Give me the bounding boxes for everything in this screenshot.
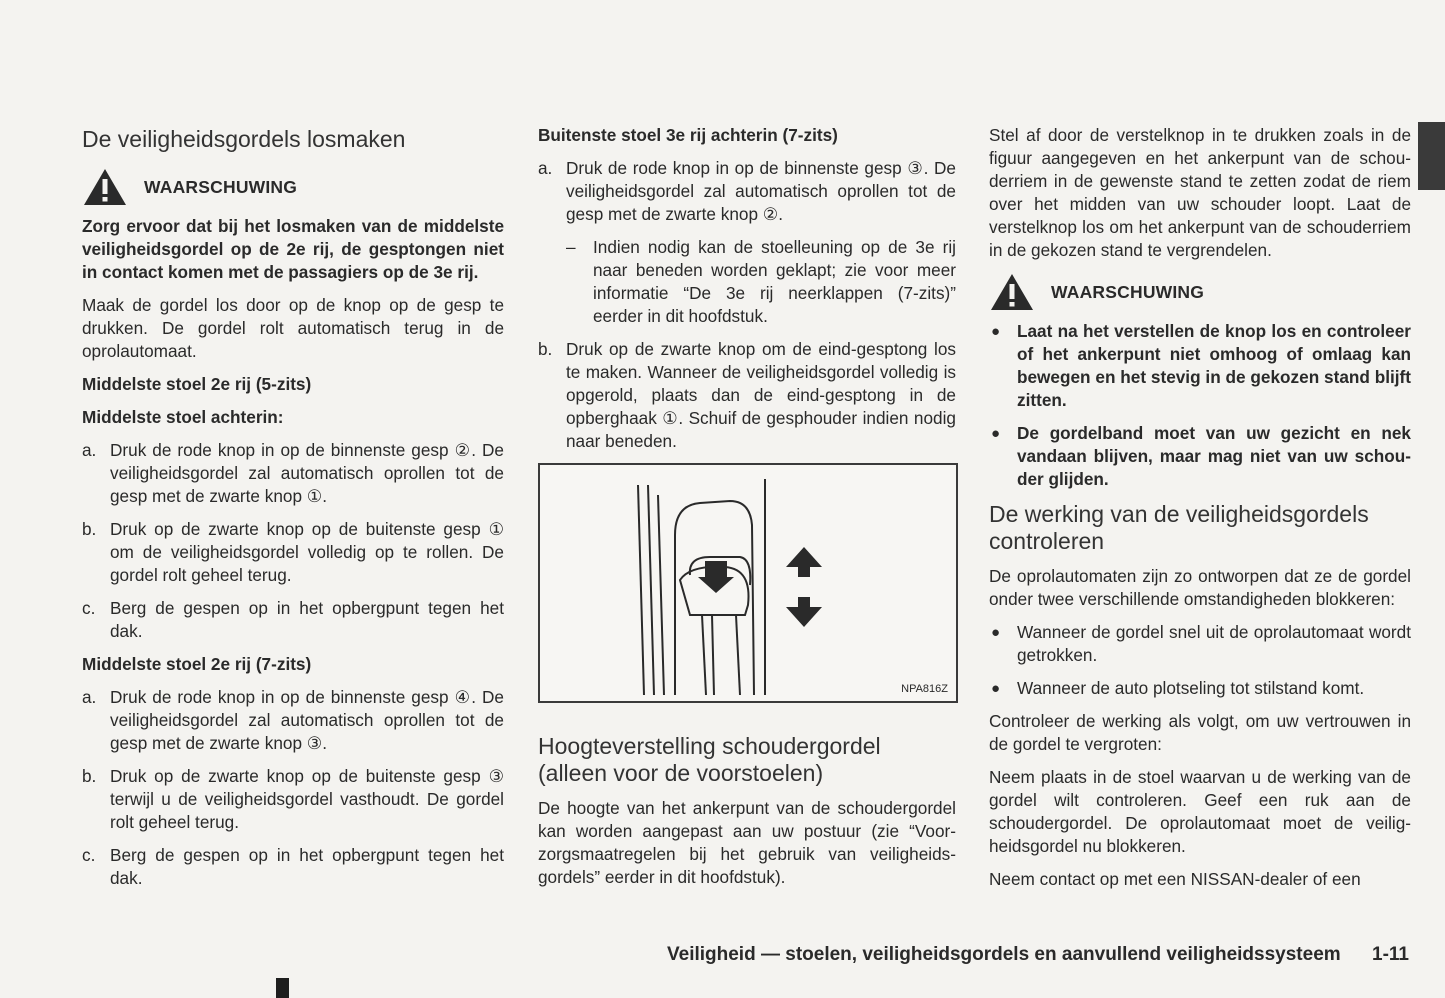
subheading-middle-seat-5: Middelste stoel 2e rij (5-zits)	[82, 374, 312, 394]
shoulder-belt-adjuster-illustration	[540, 465, 956, 701]
chapter-tab	[1418, 122, 1445, 190]
warning-header	[82, 167, 504, 207]
heading-seatbelt-release: De veiligheidsgordels losmaken	[82, 126, 406, 152]
heading-check-seatbelts: De werking van de veiligheidsgordels controleren	[989, 501, 1369, 554]
shoulder-anchor-figure	[538, 463, 958, 703]
warning-label: WAARSCHUWING	[1051, 281, 1205, 302]
subheading-outer-seat-3rd-row: Buitenste stoel 3e rij achterin (7-zits)	[538, 125, 838, 145]
page-number: 1-11	[1372, 944, 1409, 965]
list-bullet: ● Wanneer de auto plotseling tot stilstand komt.	[991, 678, 1365, 698]
heading-shoulder-height: Hoogteverstelling schoudergordel (alleen voor de voorstoelen)	[538, 733, 881, 786]
list-bullet: ● Wanneer de gordel snel uit de oprolautomaat wordt getrokken.	[991, 622, 1411, 665]
step-item: b. Druk op de zwarte knop op de buitenste gesp ③ terwijl u de veiligheidsgordel vasthoudt. De gordel rolt geheel terug.	[82, 766, 504, 832]
warning-triangle-icon	[82, 167, 128, 207]
warning-bullet: ● De gordelband moet van uw gezicht en nek vandaan blijven, maar mag niet van uw schouder glijden.	[991, 423, 1411, 489]
dash-item: – Indien nodig kan de stoelleuning op de 3e rij naar beneden worden geklapt; zie voor meer informatie “De 3e rij neerklappen (7-zits)” eerder in dit hoofdstuk.	[566, 237, 956, 326]
step-item: a. Druk de rode knop in op de binnenste gesp ②. De veiligheidsgordel zal automatisch oprollen tot de gesp met de zwarte knop ①.	[82, 440, 504, 506]
test-paragraph: Neem plaats in de stoel waarvan u de werking van de gordel wilt controleren. Geef een ruk aan de schoudergordel. De oprolautomaat moet de veiligheidsgordel nu blokkeren.	[989, 767, 1411, 856]
warning-header	[989, 272, 1411, 312]
step-item: a. Druk de rode knop in op de binnenste gesp ④. De veiligheidsgordel zal automatisch oprollen tot de gesp met de zwarte knop ③.	[82, 687, 504, 753]
step-item: c. Berg de gespen op in het opbergpunt tegen het dak.	[82, 598, 504, 641]
retractor-paragraph: De oprolautomaten zijn zo ontworpen dat ze de gordel onder twee verschillende omstandigheden blokkeren:	[989, 566, 1411, 609]
subheading-middle-seat-7: Middelste stoel 2e rij (7-zits)	[82, 654, 312, 674]
step-item: c. Berg de gespen op in het opbergpunt tegen het dak.	[82, 845, 504, 888]
bullet-dot: ●	[991, 425, 1001, 442]
binding-mark	[276, 978, 289, 998]
step-item: b. Druk op de zwarte knop om de eind-gesptong los te maken. Wanneer de veiligheidsgordel volledig is opgerold, plaats dan de eind-gesptong in de opberghaak ①. Schuif de gesphouder indien nodig naar beneden.	[538, 339, 956, 451]
shoulder-height-paragraph: De hoogte van het ankerpunt van de schoudergordel kan worden aangepast aan uw postuur (zie “Voorzorgsmaatregelen bij het gebruik van veiligheidsgordels” eerder in dit hoofdstuk).	[538, 798, 956, 887]
figure-code: NPA816Z	[901, 683, 948, 695]
bullet-dot: ●	[991, 680, 1001, 697]
intro-paragraph: Maak de gordel los door op de knop op de gesp te drukken. De gordel rolt automatisch terug in de oprolautomaat.	[82, 295, 504, 361]
check-paragraph: Controleer de werking als volgt, om uw vertrouwen in de gordel te vergroten:	[989, 711, 1411, 754]
step-item: b. Druk op de zwarte knop op de buitenste gesp ① om de veiligheidsgordel volledig op te rollen. De gordel rolt geheel terug.	[82, 519, 504, 585]
warning-label: WAARSCHUWING	[144, 176, 298, 197]
column-1	[82, 120, 504, 900]
bullet-dot: ●	[991, 323, 1001, 340]
page-footer-title: Veiligheid — stoelen, veiligheidsgordels en aanvullend veiligheidssysteem	[667, 944, 1341, 965]
step-item: a. Druk de rode knop in op de binnenste gesp ③. De veiligheidsgordel zal automatisch oprollen tot de gesp met de zwarte knop ②.	[538, 158, 956, 224]
bullet-dot: ●	[991, 624, 1001, 641]
warning-bullet: ● Laat na het verstellen de knop los en controleer of het ankerpunt niet omhoog of omlaag kan bewegen en het stevig in de gekozen stand blijft zitten.	[991, 321, 1411, 410]
dealer-paragraph: Neem contact op met een NISSAN-dealer of een	[989, 869, 1361, 889]
column-3	[989, 120, 1411, 901]
warning-text: Zorg ervoor dat bij het losmaken van de middelste veiligheidsgordel op de 2e rij, de gesptongen niet in contact komen met de passagiers op de 3e rij.	[82, 216, 504, 282]
column-2	[538, 120, 956, 899]
warning-triangle-icon	[989, 272, 1035, 312]
subheading-middle-rear: Middelste stoel achterin:	[82, 407, 284, 427]
adjust-paragraph: Stel af door de verstelknop in te drukken zoals in de figuur aangegeven en het ankerpunt van de schouderriem in de gewenste stand te zetten zodat de riem over het midden van uw schouder loopt. Laat de verstelknop los om het ankerpunt van de schouderriem in de gekozen stand te vergrendelen.	[989, 125, 1411, 260]
